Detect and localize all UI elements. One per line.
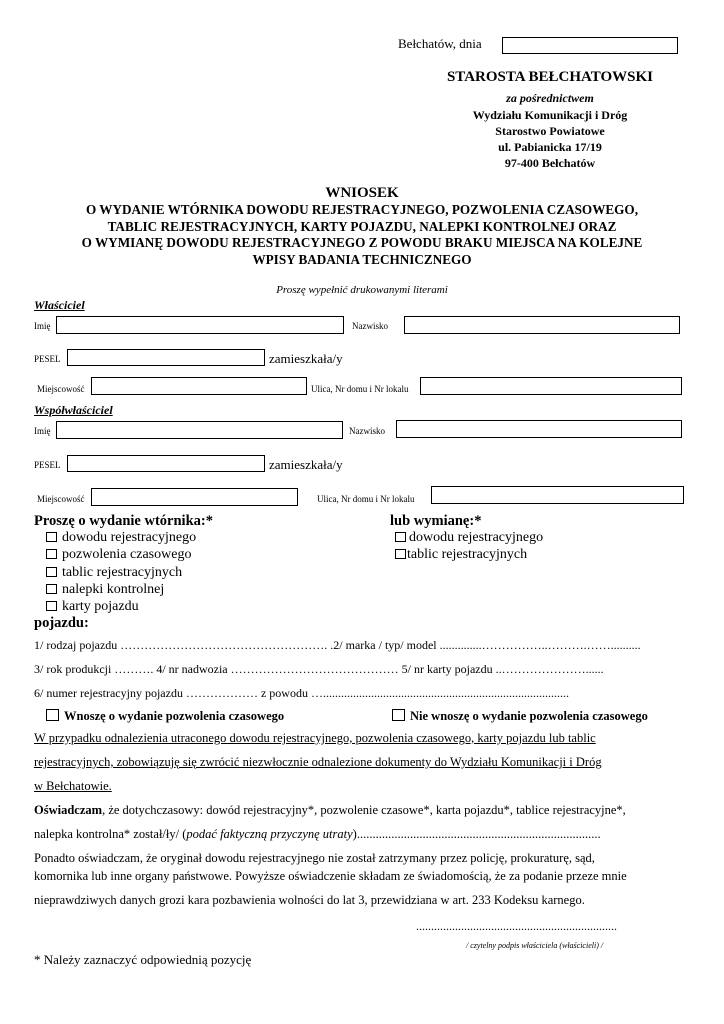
statement-reason-fill[interactable]: ).............................................................................. bbox=[352, 827, 601, 841]
option-label: dowodu rejestracyjnego bbox=[409, 530, 544, 545]
recipient-block bbox=[430, 68, 670, 171]
signature-label: / czytelny podpis właściciela (właścicieli) / bbox=[466, 941, 604, 950]
recipient-office: Starostwo Powiatowe bbox=[495, 124, 605, 138]
duplicate-option-sticker[interactable] bbox=[46, 582, 164, 598]
co-owner-heading: Współwłaściciel bbox=[34, 403, 113, 417]
exchange-heading: lub wymianę:* bbox=[390, 513, 482, 529]
owner-first-name-input[interactable] bbox=[56, 316, 344, 334]
owner-last-name-input[interactable] bbox=[404, 316, 680, 334]
option-label: dowodu rejestracyjnego bbox=[62, 530, 197, 545]
exchange-option-registration[interactable] bbox=[395, 530, 543, 546]
owner-first-name-label: Imię bbox=[34, 321, 51, 331]
statement-italic: podać faktyczną przyczynę utraty bbox=[186, 827, 353, 841]
duplicate-option-vehicle-card[interactable] bbox=[46, 599, 139, 615]
checkbox[interactable] bbox=[46, 709, 59, 721]
owner-pesel-label: PESEL bbox=[34, 354, 61, 364]
owner-residence-label: zamieszkała/y bbox=[269, 351, 343, 366]
form-title bbox=[0, 184, 724, 268]
instruction: Proszę wypełnić drukowanymi literami bbox=[276, 284, 448, 296]
permit-not-apply-option[interactable] bbox=[392, 709, 648, 724]
statement-line-5: nieprawdziwych danych grozi kara pozbawienia wolności do lat 3, przewidziana w art. 233 Kodeksu karnego. bbox=[34, 893, 585, 907]
duplicate-option-plates[interactable] bbox=[46, 565, 182, 581]
notice-line-1: W przypadku odnalezienia utraconego dowodu rejestracyjnego, pozwolenia czasowego, karty pojazdu lub tablic bbox=[34, 731, 596, 745]
vehicle-line-3[interactable]: 6/ numer rejestracyjny pojazdu ……………… z powodu ….................................................................................. bbox=[34, 686, 569, 700]
co-owner-first-name-label: Imię bbox=[34, 426, 51, 436]
permit-apply-option[interactable] bbox=[46, 709, 284, 724]
duplicate-heading: Proszę o wydanie wtórnika:* bbox=[34, 513, 213, 529]
option-label: Nie wnoszę o wydanie pozwolenia czasowego bbox=[410, 709, 648, 723]
owner-last-name-label: Nazwisko bbox=[352, 321, 388, 331]
statement-text: , że dotychczasowy: dowód rejestracyjny*, pozwolenie czasowe*, karta pojazdu*, tablice rejestracyjne*, bbox=[102, 803, 626, 817]
owner-city-label: Miejscowość bbox=[37, 384, 85, 394]
checkbox[interactable] bbox=[46, 549, 57, 559]
statement-line-1 bbox=[34, 803, 694, 818]
recipient-via: za pośrednictwem bbox=[506, 91, 594, 105]
option-label: karty pojazdu bbox=[62, 599, 139, 614]
notice-line-3: w Bełchatowie. bbox=[34, 779, 112, 793]
statement-bold: Oświadczam bbox=[34, 803, 103, 817]
co-owner-residence-label: zamieszkała/y bbox=[269, 457, 343, 472]
vehicle-heading: pojazdu: bbox=[34, 615, 89, 631]
exchange-option-plates[interactable] bbox=[395, 547, 527, 563]
recipient-street: ul. Pabianicka 17/19 bbox=[498, 140, 602, 154]
option-label: tablic rejestracyjnych bbox=[62, 565, 183, 580]
option-label: nalepki kontrolnej bbox=[62, 582, 165, 597]
checkbox[interactable] bbox=[395, 532, 406, 542]
date-field[interactable] bbox=[502, 37, 678, 54]
co-owner-last-name-input[interactable] bbox=[396, 420, 682, 438]
option-label: Wnoszę o wydanie pozwolenia czasowego bbox=[64, 709, 285, 723]
signature-line[interactable]: ................................................................... bbox=[416, 919, 617, 933]
duplicate-option-registration[interactable] bbox=[46, 530, 196, 546]
title-line-1: WNIOSEK bbox=[325, 185, 399, 201]
co-owner-street-input[interactable] bbox=[431, 486, 684, 504]
checkbox[interactable] bbox=[392, 709, 405, 721]
date-label: Bełchatów, dnia bbox=[398, 36, 482, 51]
vehicle-line-1[interactable]: 1/ rodzaj pojazdu ……………………………………………. .2/ marka / typ/ model ..............……………..……….…….......... bbox=[34, 638, 641, 652]
owner-street-input[interactable] bbox=[420, 377, 682, 395]
duplicate-option-temp-permit[interactable] bbox=[46, 547, 191, 563]
checkbox[interactable] bbox=[46, 532, 57, 542]
statement-line-3: Ponadto oświadczam, że oryginał dowodu rejestracyjnego nie został zatrzymany przez policję, prokuraturę, sąd, bbox=[34, 851, 595, 865]
owner-city-input[interactable] bbox=[91, 377, 307, 395]
option-label: tablic rejestracyjnych bbox=[407, 547, 528, 562]
recipient-dept: Wydziału Komunikacji i Dróg bbox=[472, 108, 628, 122]
owner-heading: Właściciel bbox=[34, 298, 85, 312]
title-line-3: TABLIC REJESTRACYJNYCH, KARTY POJAZDU, NALEPKI KONTROLNEJ ORAZ bbox=[107, 218, 617, 234]
co-owner-pesel-input[interactable] bbox=[67, 455, 265, 472]
co-owner-street-label: Ulica, Nr domu i Nr lokalu bbox=[317, 494, 415, 504]
co-owner-first-name-input[interactable] bbox=[56, 421, 343, 439]
owner-pesel-input[interactable] bbox=[67, 349, 265, 366]
footnote: * Należy zaznaczyć odpowiednią pozycję bbox=[34, 952, 252, 967]
checkbox[interactable] bbox=[46, 567, 57, 577]
statement-text: nalepka kontrolna* został/ły/ ( bbox=[34, 827, 187, 841]
checkbox[interactable] bbox=[46, 584, 57, 594]
title-line-4: O WYMIANĘ DOWODU REJESTRACYJNEGO Z POWODU BRAKU MIEJSCA NA KOLEJNE bbox=[81, 235, 643, 250]
co-owner-last-name-label: Nazwisko bbox=[349, 426, 385, 436]
co-owner-city-label: Miejscowość bbox=[37, 494, 85, 504]
option-label: pozwolenia czasowego bbox=[62, 547, 192, 562]
notice-line-2: rejestracyjnych, zobowiązuję się zwrócić niezwłocznie odnalezione dokumenty do Wydziału Komunikacji i Dróg bbox=[34, 755, 602, 769]
title-line-5: WPISY BADANIA TECHNICZNEGO bbox=[252, 251, 472, 267]
checkbox[interactable] bbox=[395, 549, 406, 559]
checkbox[interactable] bbox=[46, 601, 57, 611]
co-owner-city-input[interactable] bbox=[91, 488, 298, 506]
title-line-2: O WYDANIE WTÓRNIKA DOWODU REJESTRACYJNEGO, POZWOLENIA CZASOWEGO, bbox=[85, 202, 638, 217]
statement-line-4: komornika lub inne organy państwowe. Powyższe oświadczenie składam ze świadomością, że za podanie przeze mnie bbox=[34, 869, 627, 883]
co-owner-pesel-label: PESEL bbox=[34, 460, 61, 470]
owner-street-label: Ulica, Nr domu i Nr lokalu bbox=[311, 384, 409, 394]
recipient-title: STAROSTA BEŁCHATOWSKI bbox=[446, 69, 654, 85]
recipient-city: 97-400 Bełchatów bbox=[504, 156, 596, 170]
vehicle-line-2[interactable]: 3/ rok produkcji ………. 4/ nr nadwozia …………………………………… 5/ nr karty pojazdu ..…………………...... bbox=[34, 662, 604, 676]
statement-line-2[interactable] bbox=[34, 827, 694, 842]
